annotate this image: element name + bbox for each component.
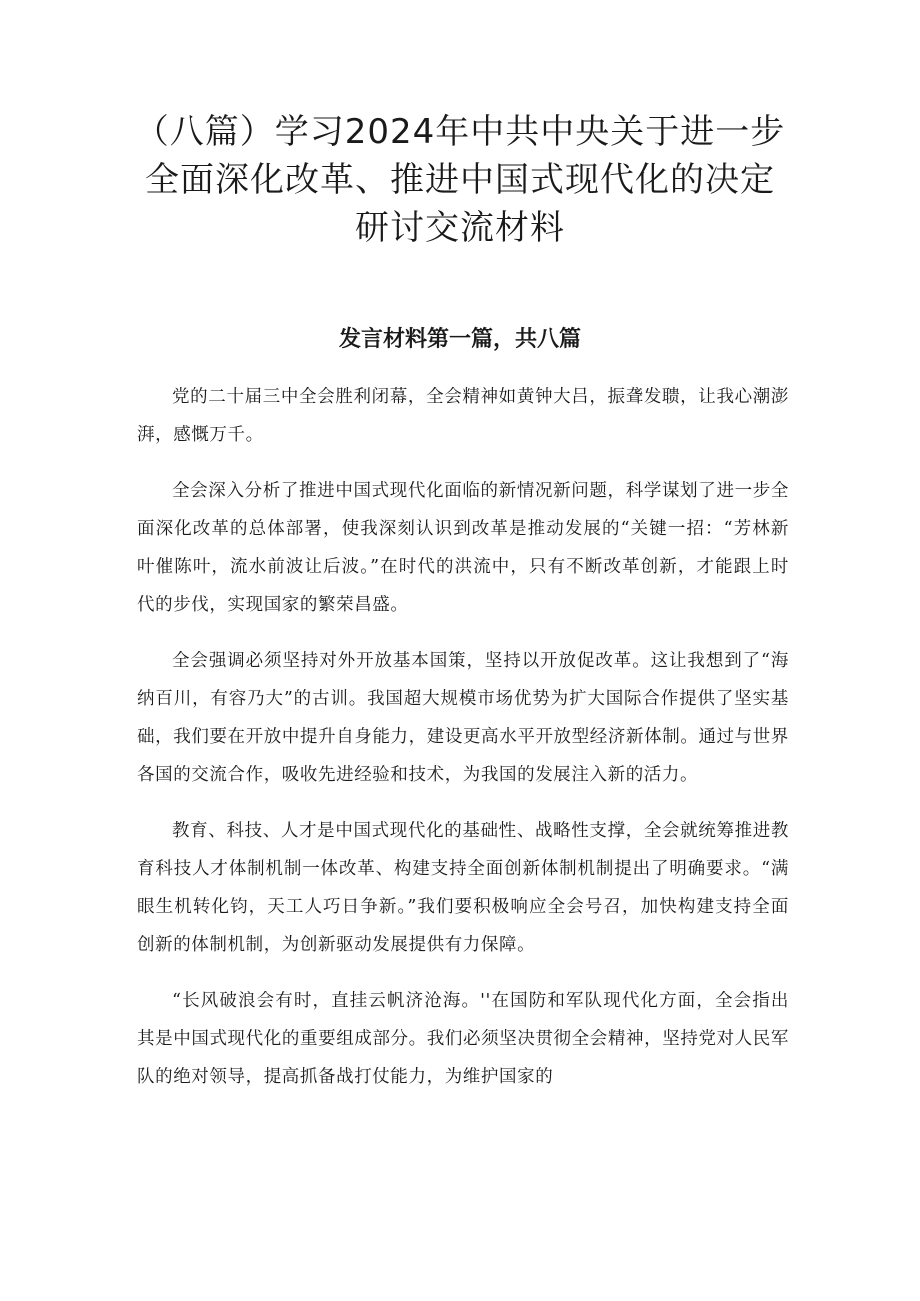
title-line-1: （八篇）学习2024年中共中央关于进一步: [134, 112, 786, 152]
document-body: [137, 378, 789, 1114]
section-subtitle: 发言材料第一篇，共八篇: [338, 327, 581, 352]
title-line-2: 全面深化改革、推进中国式现代化的决定: [145, 160, 775, 200]
paragraph-4: 教育、科技、人才是中国式现代化的基础性、战略性支撑，全会就统筹推进教育科技人才体制机制一体改革、构建支持全面创新体制机制提出了明确要求。“满眼生机转化钧，天工人巧日争新。”我们要积极响应全会号召，加快构建支持全面创新的体制机制，为创新驱动发展提供有力保障。: [137, 821, 789, 955]
paragraph-2: 全会深入分析了推进中国式现代化面临的新情况新问题，科学谋划了进一步全面深化改革的总体部署，使我深刻认识到改革是推动发展的“关键一招：“芳林新叶催陈叶，流水前波让后波。”在时代的洪流中，只有不断改革创新，才能跟上时代的步伐，实现国家的繁荣昌盛。: [137, 481, 789, 615]
paragraph-3: 全会强调必须坚持对外开放基本国策，坚持以开放促改革。这让我想到了“海纳百川，有容乃大”的古训。我国超大规模市场优势为扩大国际合作提供了坚实基础，我们要在开放中提升自身能力，建设更高水平开放型经济新体制。通过与世界各国的交流合作，吸收先进经验和技术，为我国的发展注入新的活力。: [137, 651, 789, 785]
paragraph-5: “长风破浪会有时，直挂云帆济沧海。''在国防和军队现代化方面，全会指出其是中国式现代化的重要组成部分。我们必须坚决贯彻全会精神，坚持党对人民军队的绝对领导，提高抓备战打仗能力，为维护国家的: [137, 991, 789, 1087]
title-line-3: 研讨交流材料: [355, 208, 565, 248]
paragraph-1: 党的二十届三中全会胜利闭幕，全会精神如黄钟大吕，振聋发聩，让我心潮澎湃，感慨万千。: [137, 387, 789, 445]
document-title: [100, 108, 820, 252]
